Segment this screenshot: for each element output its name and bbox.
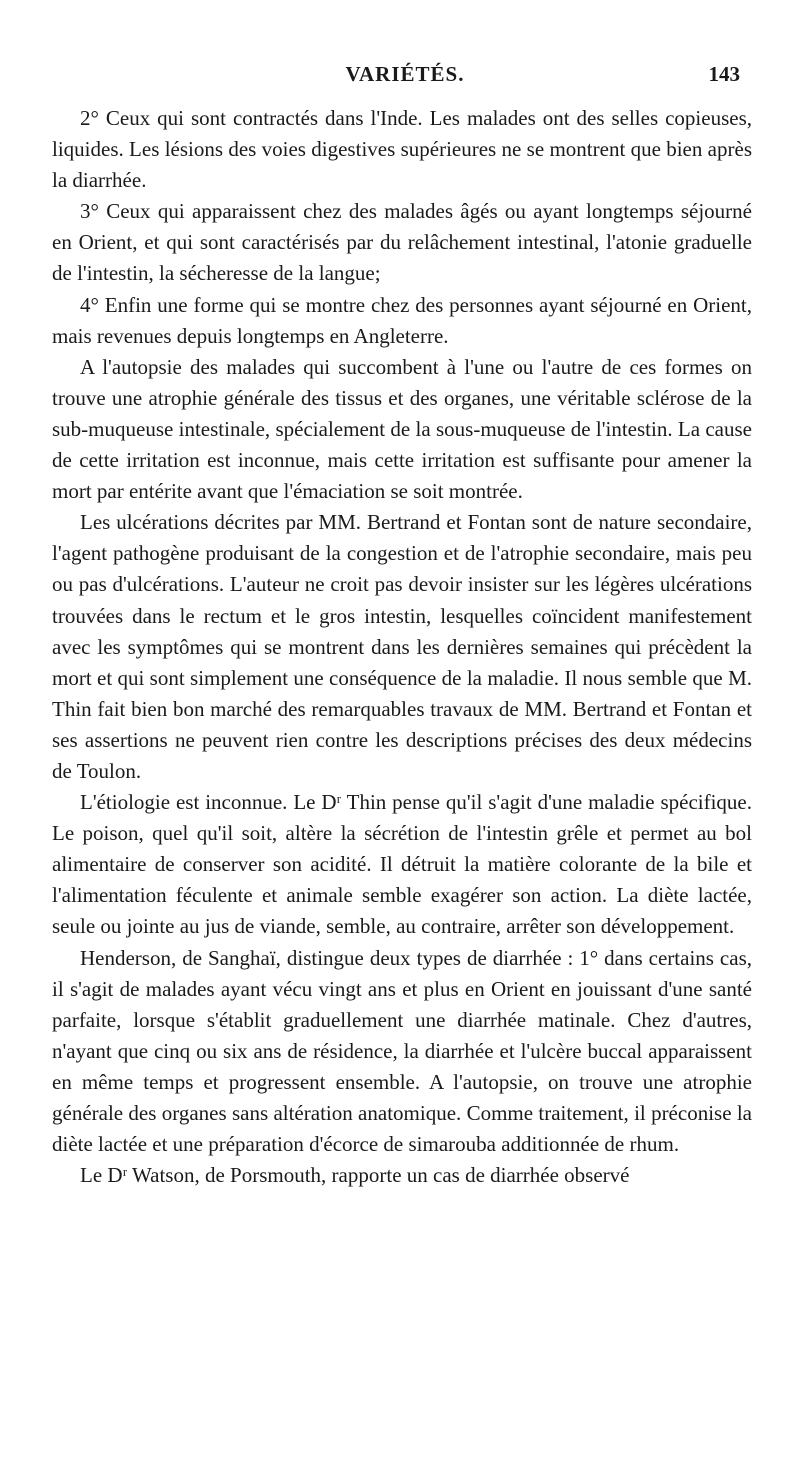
running-title: VARIÉTÉS.	[345, 62, 465, 86]
paragraph-etiology: L'étiologie est inconnue. Le Dʳ Thin pense qu'il s'agit d'une maladie spécifique. Le poison, quel qu'il soit, altère la sécrétion de l'intestin grêle et permet au bol alimentaire de conserver son acidité. Il détruit la matière colorante de la bile et l'alimentation féculente et animale semble exagérer son action. La diète lactée, seule ou jointe au jus de viande, semble, au contraire, arrêter son développement.	[52, 790, 752, 939]
running-head	[70, 62, 740, 92]
paragraph-india-type: 2° Ceux qui sont contractés dans l'Inde. Les malades ont des selles copieuses, liquides. Les lésions des voies digestives supérieures ne se montrent que bien après la diarrhée.	[52, 106, 752, 193]
paragraph-returned-type: 4° Enfin une forme qui se montre chez des personnes ayant séjourné en Orient, mais revenues depuis longtemps en Angleterre.	[52, 292, 752, 348]
body-text	[52, 103, 752, 1191]
paragraph-autopsy: A l'autopsie des malades qui succombent à l'une ou l'autre de ces formes on trouve une atrophie générale des tissus et des organes, une véritable sclérose de la sub-muqueuse intestinale, spécialement de la sous-muqueuse de l'intestin. La cause de cette irritation est inconnue, mais cette irritation est suffisante pour amener la mort par entérite avant que l'émaciation se soit montrée.	[52, 354, 752, 504]
page-number: 143	[708, 62, 740, 86]
paragraph-henderson: Henderson, de Sanghaï, distingue deux types de diarrhée : 1° dans certains cas, il s'agit de malades ayant vécu vingt ans et plus en Orient en jouissant d'une santé parfaite, lorsque s'établit graduellement une diarrhée matinale. Chez d'autres, n'ayant que cinq ou six ans de résidence, la diarrhée et l'ulcère buccal apparaissent en même temps et progressent ensemble. A l'autopsie, on trouve une atrophie générale des organes sans altération anatomique. Comme traitement, il préconise la diète lactée et une préparation d'écorce de simarouba additionnée de rhum.	[52, 945, 752, 1157]
paragraph-watson: Le Dʳ Watson, de Porsmouth, rapporte un cas de diarrhée observé	[80, 1163, 630, 1188]
paragraph-elderly-type: 3° Ceux qui apparaissent chez des malades âgés ou ayant longtemps séjourné en Orient, et qui sont caractérisés par du relâchement intestinal, l'atonie graduelle de l'intestin, la sécheresse de la langue;	[52, 199, 752, 286]
paragraph-ulcerations: Les ulcérations décrites par MM. Bertrand et Fontan sont de nature secondaire, l'agent pathogène produisant de la congestion et de l'atrophie secondaire, mais peu ou pas d'ulcérations. L'auteur ne croit pas devoir insister sur les légères ulcérations trouvées dans le rectum et le gros intestin, lesquelles coïncident manifestement avec les symptômes qui se montrent dans les dernières semaines qui précèdent la mort et qui sont simplement une conséquence de la maladie. Il nous semble que M. Thin fait bien bon marché des remarquables travaux de MM. Bertrand et Fontan et ses assertions ne peuvent rien contre les descriptions précises des deux médecins de Toulon.	[52, 510, 752, 783]
